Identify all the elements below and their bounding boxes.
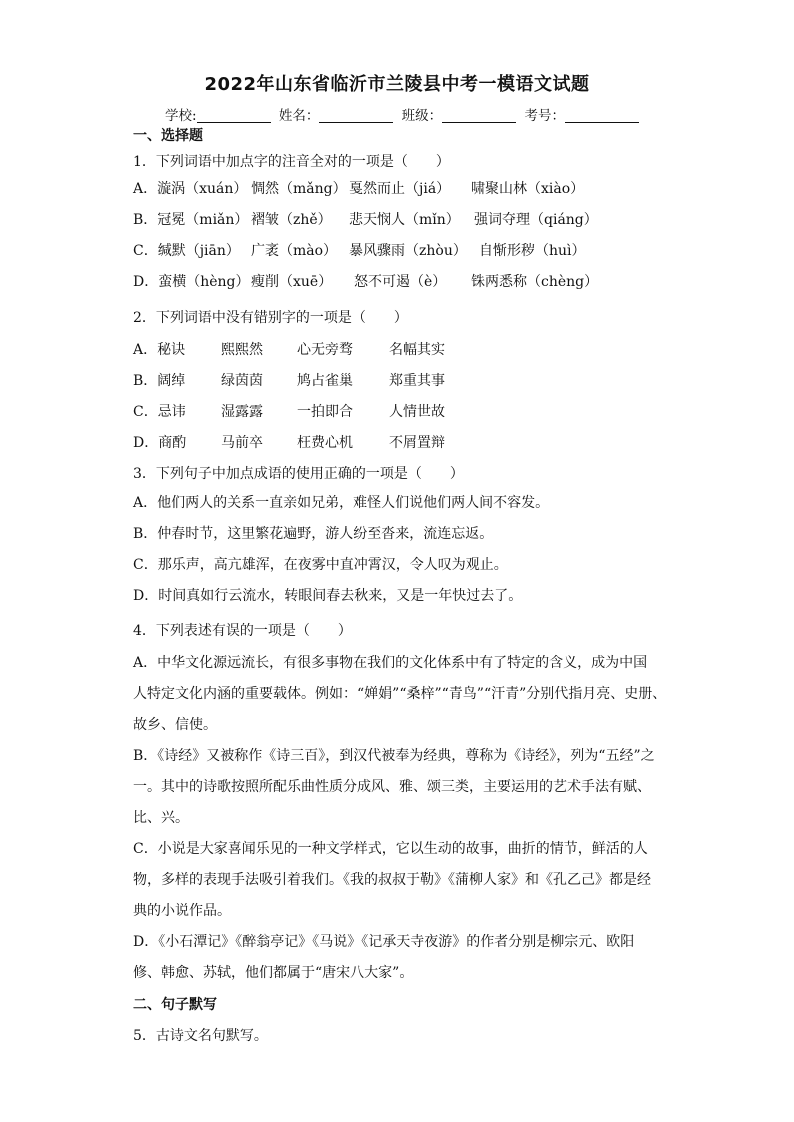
- class-blank[interactable]: [442, 108, 516, 123]
- option-text: 熙熙然: [221, 342, 263, 358]
- option-text: C．忌讳: [133, 404, 186, 420]
- question-4-option-c-line1: C．小说是大家喜闻乐见的一种文学样式，它以生动的故事，曲折的情节，鲜活的人: [133, 841, 648, 857]
- option-text: 湿露露: [221, 404, 263, 420]
- option-text: 名幅其实: [389, 342, 445, 358]
- exam-no-label: 考号：: [524, 108, 565, 124]
- option-text: 惆然（mǎng）: [251, 181, 347, 197]
- option-text: D．商酌: [133, 435, 187, 451]
- option-text: 自惭形秽（huì）: [479, 243, 586, 259]
- option-text: 褶皱（zhě）: [251, 212, 332, 228]
- question-2-stem: 2．下列词语中没有错别字的一项是（ ）: [133, 310, 408, 326]
- question-4-option-c-line2: 物，多样的表现手法吸引着我们。《我的叔叔于勒》《蒲柳人家》和《孔乙己》都是经: [133, 872, 651, 888]
- question-5-stem: 5．古诗文名句默写。: [133, 1028, 268, 1044]
- option-text: 马前卒: [221, 435, 263, 451]
- school-blank[interactable]: [197, 108, 271, 123]
- option-text: B．阔绰: [133, 373, 186, 389]
- question-1-stem: 1．下列词语中加点字的注音全对的一项是（ ）: [133, 154, 450, 170]
- option-text: D．蛮横（hèng）: [133, 274, 250, 290]
- option-text: A．漩涡（xuán）: [133, 181, 248, 197]
- option-text: 一拍即合: [297, 404, 353, 420]
- question-3-option-c: C．那乐声，高亢雄浑，在夜雾中直冲霄汉，令人叹为观止。: [133, 557, 508, 573]
- option-text: 广袤（mào）: [251, 243, 338, 259]
- option-text: 戛然而止（jiá）: [349, 181, 451, 197]
- question-4-option-d-line1: D．《小石潭记》《醉翁亭记》《马说》《记承天寺夜游》的作者分别是柳宗元、欧阳: [133, 934, 635, 950]
- option-text: 啸聚山林（xiào）: [471, 181, 585, 197]
- option-text: A．秘诀: [133, 342, 186, 358]
- question-4-option-d-line2: 修、韩愈、苏轼，他们都属于“唐宋八大家”。: [133, 965, 414, 981]
- option-text: 暴风骤雨（zhòu）: [349, 243, 467, 259]
- option-text: 怒不可遏（è）: [354, 274, 447, 290]
- option-text: 瘦削（xuē）: [251, 274, 333, 290]
- name-blank[interactable]: [319, 108, 393, 123]
- question-3-stem: 3．下列句子中加点成语的使用正确的一项是（ ）: [133, 466, 464, 482]
- option-text: 不屑置辩: [389, 435, 445, 451]
- student-info-line: [165, 104, 643, 124]
- question-4-option-c-line3: 典的小说作品。: [133, 903, 231, 919]
- option-text: 铢两悉称（chèng）: [471, 274, 599, 290]
- section-heading-dictation: 二、句子默写: [133, 997, 217, 1013]
- question-3-option-a: A．他们两人的关系一直亲如兄弟，难怪人们说他们两人间不容发。: [133, 495, 550, 511]
- option-text: C．缄默（jiān）: [133, 243, 240, 259]
- question-4-option-a-line2: 人特定文化内涵的重要载体。例如：“婵娟”“桑梓”“青鸟”“汗青”分别代指月亮、史册、: [133, 686, 667, 702]
- question-3-option-d: D．时间真如行云流水，转眼间春去秋来，又是一年快过去了。: [133, 588, 523, 604]
- exam-title: 2022年山东省临沂市兰陵县中考一模语文试题: [204, 74, 590, 95]
- option-text: B．冠冕（miǎn）: [133, 212, 249, 228]
- option-text: 人情世故: [389, 404, 445, 420]
- question-3-option-b: B．仲春时节，这里繁花遍野，游人纷至沓来，流连忘返。: [133, 526, 494, 542]
- option-text: 悲天悯人（mǐn）: [349, 212, 460, 228]
- school-label: 学校:: [165, 108, 197, 124]
- class-label: 班级：: [401, 108, 443, 124]
- option-text: 枉费心机: [297, 435, 353, 451]
- option-text: 郑重其事: [389, 373, 445, 389]
- option-text: 鸠占雀巢: [297, 373, 353, 389]
- question-4-stem: 4．下列表述有误的一项是（ ）: [133, 623, 352, 639]
- option-text: 心无旁骛: [297, 342, 353, 358]
- option-text: 绿茵茵: [221, 373, 263, 389]
- exam-no-blank[interactable]: [565, 108, 639, 123]
- question-4-option-b-line3: 比、兴。: [133, 810, 189, 826]
- section-heading-choice: 一、选择题: [133, 128, 203, 144]
- question-4-option-b-line2: 一。其中的诗歌按照所配乐曲性质分成风、雅、颂三类，主要运用的艺术手法有赋、: [133, 779, 651, 795]
- name-label: 姓名：: [278, 108, 320, 124]
- question-4-option-a-line1: A．中华文化源远流长，有很多事物在我们的文化体系中有了特定的含义，成为中国: [133, 655, 648, 671]
- question-4-option-b-line1: B．《诗经》又被称作《诗三百》，到汉代被奉为经典，尊称为《诗经》，列为“五经”之: [133, 748, 655, 764]
- question-4-option-a-line3: 故乡、信使。: [133, 717, 217, 733]
- option-text: 强词夺理（qiáng）: [474, 212, 598, 228]
